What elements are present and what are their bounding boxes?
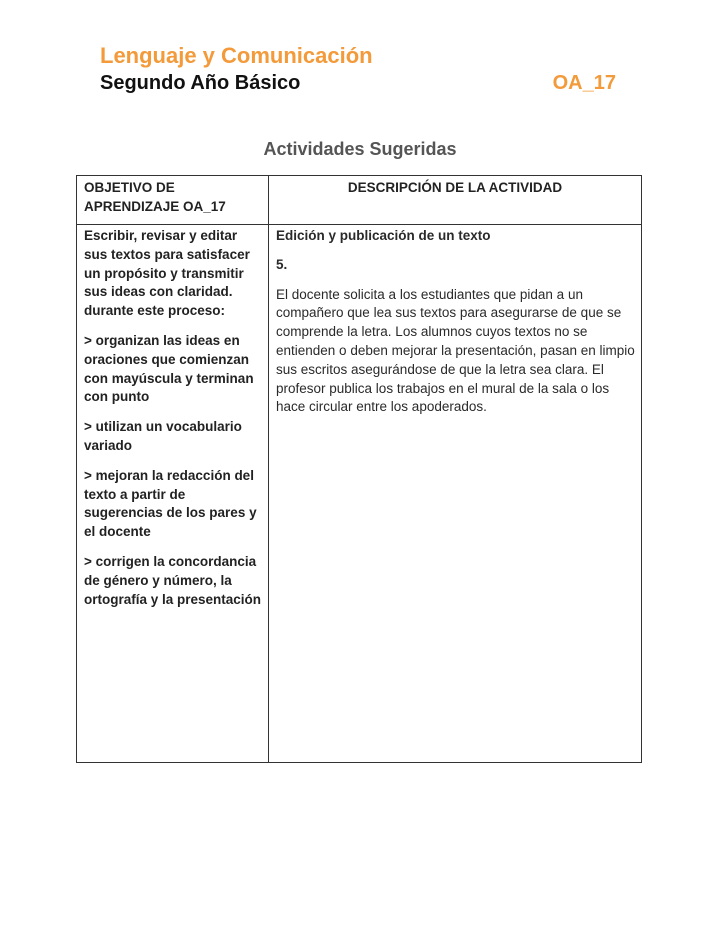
grade-label: Segundo Año Básico [100,72,301,94]
header-row-divider [77,224,641,225]
description-cell [276,227,638,417]
activity-description: El docente solicita a los estudiantes que pidan a un compañero que lea sus textos para asegurarse de que se comprende la letra. Los alumnos cuyos textos no se entienden o deben mejorar la presentación, pasan en limpio sus escritos asegurándose de que la letra sea clara. El profesor publica los trabajos en el mural de la sala o los hace circular entre los apoderados. [276,286,635,415]
activity-number: 5. [276,256,288,272]
document-header [100,42,620,96]
subject-title: Lenguaje y Comunicación [100,43,373,68]
column-divider [268,176,269,762]
objective-column-header: OBJETIVO DE APRENDIZAJE OA_17 [84,180,226,214]
objective-code: OA_17 [552,72,616,94]
objective-indicator: > mejoran la redacción del texto a partir de sugerencias de los pares y el docente [84,467,257,540]
objective-indicator: > utilizan un vocabulario variado [84,419,242,453]
objective-indicator: > corrigen la concordancia de género y número, la ortografía y la presentación [84,553,262,607]
objective-paragraph: Escribir, revisar y editar sus textos para satisfacer un propósito y transmitir sus ideas con claridad. durante este proceso: [84,228,250,319]
description-column-header: DESCRIPCIÓN DE LA ACTIVIDAD [347,180,563,195]
activity-title: Edición y publicación de un texto [276,228,491,243]
section-title: Actividades Sugeridas [263,139,457,159]
objective-indicator: > organizan las ideas en oraciones que comienzan con mayúscula y terminan con punto [84,332,254,405]
objective-cell [84,227,264,620]
grade-row [100,70,616,96]
activity-table [76,175,642,763]
